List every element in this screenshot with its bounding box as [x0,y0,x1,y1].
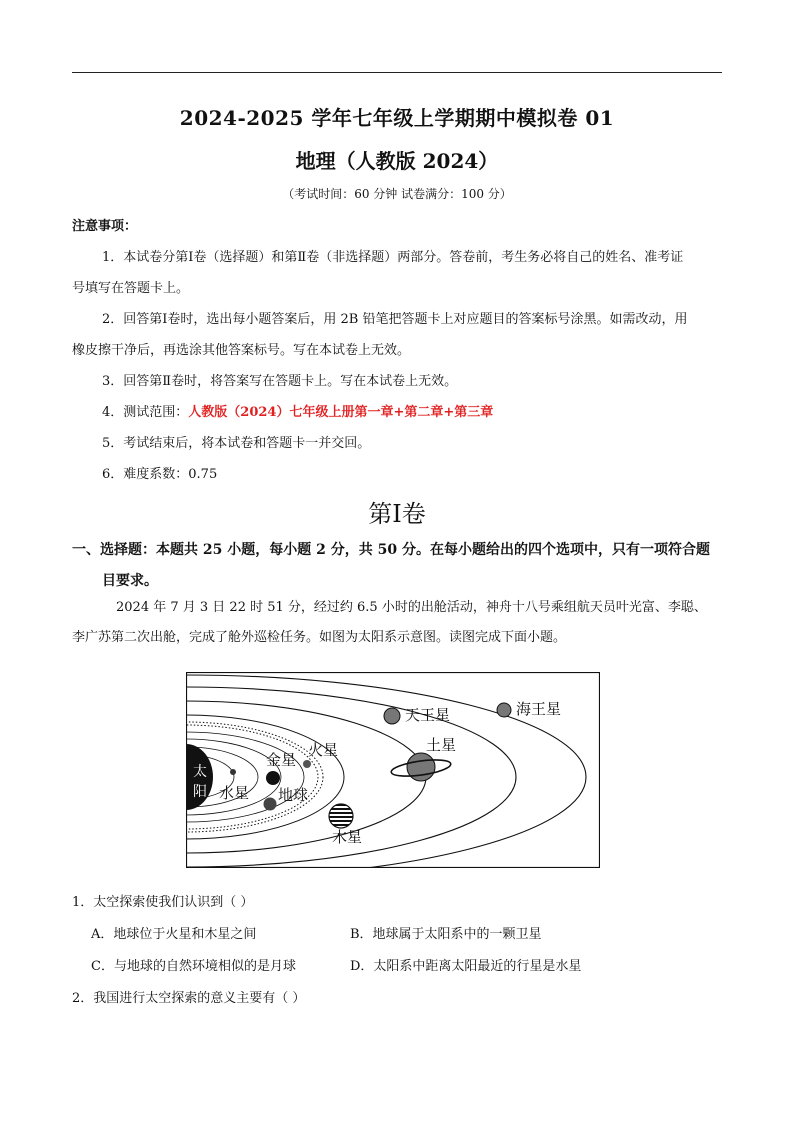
notice-item-1 [72,242,722,304]
notice-item-5-text: 5．考试结束后，将本试卷和答题卡一并交回。 [102,436,371,451]
section-header-line2: 目要求。 [102,573,158,589]
notice-item-3-text: 3．回答第Ⅱ卷时，将答案写在答题卡上。写在本试卷上无效。 [102,374,458,389]
notice-item-1-line2: 号填写在答题卡上。 [72,281,190,296]
section-title: 第Ⅰ卷 [368,500,426,528]
question-2-stem: 2．我国进行太空探索的意义主要有（ ） [72,991,306,1006]
notice-item-5 [72,428,722,459]
mars-label: 火星 [308,741,339,759]
venus-planet [266,771,280,785]
earth-planet [264,798,277,811]
notice-title: 注意事项： [72,219,138,234]
exam-time-score: （考试时间：60 分钟 试卷满分：100 分） [282,187,512,201]
reading-passage [72,593,722,653]
top-divider [72,72,722,73]
mercury-planet [230,769,236,775]
solar-system-diagram [186,672,600,868]
notice-item-2-line1: 2．回答第Ⅰ卷时，选出每小题答案后，用 2B 铅笔把答题卡上对应题目的答案标号涂黑。如需改动，用 [102,312,688,327]
saturn-planet [407,753,435,781]
uranus-planet [384,708,400,724]
jupiter-planet [329,804,353,828]
passage-line1: 2024 年 7 月 3 日 22 时 51 分，经过约 6.5 小时的出舱活动，神舟十八号乘组航天员叶光富、李聪、 [116,600,707,615]
exam-subtitle: 地理（人教版 2024） [295,149,499,173]
mars-planet [303,760,311,768]
question-1-stem: 1．太空探索使我们认识到（ ） [72,895,254,910]
sun-label-1: 太 [193,764,207,780]
sun-label-2: 阳 [193,784,207,800]
section-header-line1: 一、选择题：本题共 25 小题，每小题 2 分，共 50 分。在每小题给出的四个选项中，只有一项符合题 [72,542,710,558]
passage-line2: 李广苏第二次出舱，完成了舱外巡检任务。如图为太阳系示意图。读图完成下面小题。 [72,630,567,645]
question-1-option-d[interactable]: D．太阳系中距离太阳最近的行星是水星 [350,959,582,974]
earth-label: 地球 [278,786,309,804]
notice-item-6 [72,459,722,490]
notice-item-1-line1: 1．本试卷分第Ⅰ卷（选择题）和第Ⅱ卷（非选择题）两部分。答卷前，考生务必将自己的姓名、准考证 [102,250,684,265]
notice-item-4-prefix: 4．测试范围： [102,405,189,420]
notice-item-2-line2: 橡皮擦干净后，再选涂其他答案标号。写在本试卷上无效。 [72,343,411,358]
neptune-label: 海王星 [516,700,562,718]
exam-title: 2024-2025 学年七年级上学期期中模拟卷 01 [179,106,615,130]
notice-item-3 [72,366,722,397]
jupiter-label: 木星 [332,828,363,846]
neptune-planet [497,703,511,717]
uranus-label: 天王星 [405,706,451,724]
mercury-label: 水星 [219,784,250,802]
notice-item-4 [72,397,722,428]
saturn-label: 土星 [426,736,457,754]
question-1-option-a[interactable]: A．地球位于火星和木星之间 [91,927,257,942]
question-1-option-b[interactable]: B．地球属于太阳系中的一颗卫星 [350,927,542,942]
notice-item-2 [72,304,722,366]
section-header [72,535,722,597]
test-scope: 人教版（2024）七年级上册第一章+第二章+第三章 [188,405,494,420]
venus-label: 金星 [266,751,297,769]
question-1-option-c[interactable]: C．与地球的自然环境相似的是月球 [91,959,296,974]
notice-item-6-text: 6．难度系数：0.75 [102,467,218,482]
